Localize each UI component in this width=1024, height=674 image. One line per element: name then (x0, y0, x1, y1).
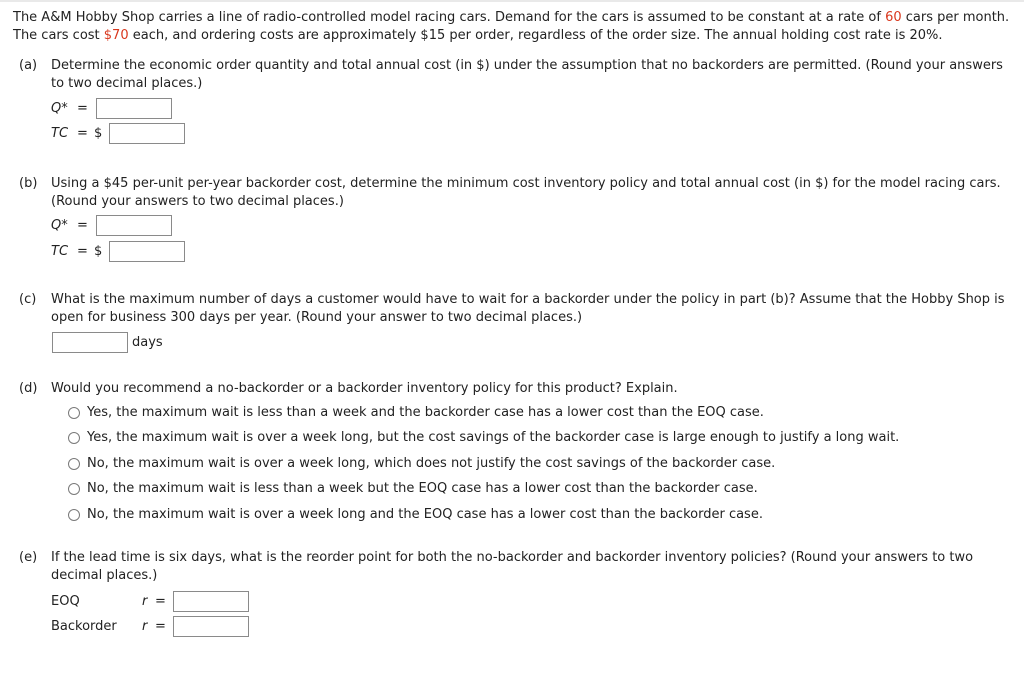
equals-sign: = (77, 126, 88, 141)
part-e-question (19, 549, 1014, 585)
top-divider (0, 0, 1024, 2)
part-c-unit-row (132, 332, 163, 354)
part-c-text: What is the maximum number of days a customer would have to wait for a backorder under the policy in part (b)? Assume that the Hobby Shop is open for business 300 days per year. (Round your answer to two decimal places.) (51, 292, 1005, 325)
part-b-label: (b) (19, 176, 38, 191)
part-a-q-row (51, 98, 88, 120)
equals-sign: = (77, 218, 88, 233)
part-e-eoq-row (51, 591, 166, 613)
radio-button-icon[interactable] (68, 483, 80, 495)
part-d-option-3[interactable] (68, 454, 775, 474)
intro-text-1: The A&M Hobby Shop carries a line of radio-controlled model racing cars. Demand for the cars is assumed to be constant at a rate of (13, 10, 886, 25)
part-e-backorder-input[interactable] (173, 616, 249, 637)
part-a-tc-row (51, 123, 103, 145)
part-d-option-4[interactable] (68, 479, 758, 499)
cost-value: $70 (103, 28, 129, 43)
equals-sign: = (77, 101, 88, 116)
option-label: Yes, the maximum wait is less than a week and the backorder case has a lower cost than the EOQ case. (87, 405, 764, 420)
q-star-label: Q* (51, 101, 68, 116)
part-c-label: (c) (19, 292, 37, 307)
part-b-tc-row (51, 241, 103, 263)
part-d-option-2[interactable] (68, 428, 899, 448)
part-a-label: (a) (19, 58, 38, 73)
days-unit-label: days (132, 335, 163, 350)
equals-sign: = (155, 594, 166, 609)
equals-sign: = (77, 244, 88, 259)
tc-label: TC (51, 244, 69, 259)
part-a-tc-input[interactable] (109, 123, 185, 144)
part-c-question (19, 291, 1014, 327)
q-star-label: Q* (51, 218, 68, 233)
part-d-question (19, 380, 1014, 398)
part-d-text: Would you recommend a no-backorder or a backorder inventory policy for this product? Explain. (51, 381, 678, 396)
option-label: No, the maximum wait is over a week long and the EOQ case has a lower cost than the backorder case. (87, 507, 763, 522)
part-e-text: If the lead time is six days, what is the reorder point for both the no-backorder and backorder inventory policies? (Round your answers to two decimal places.) (51, 550, 974, 583)
demand-value: 60 (885, 10, 902, 25)
part-a-question (19, 57, 1014, 93)
option-label: No, the maximum wait is less than a week but the EOQ case has a lower cost than the backorder case. (87, 481, 758, 496)
part-e-backorder-row (51, 616, 166, 638)
dollar-sign: $ (94, 244, 103, 259)
r-label: r (142, 619, 148, 634)
part-b-q-row (51, 215, 88, 237)
part-d-option-5[interactable] (68, 505, 763, 525)
part-e-label: (e) (19, 550, 38, 565)
radio-button-icon[interactable] (68, 407, 80, 419)
part-d-label: (d) (19, 381, 38, 396)
problem-intro (13, 9, 1013, 45)
option-label: No, the maximum wait is over a week long, which does not justify the cost savings of the backorder case. (87, 456, 776, 471)
part-b-question (19, 175, 1014, 211)
part-a-text: Determine the economic order quantity and total annual cost (in $) under the assumption that no backorders are permitted. (Round your answers to two decimal places.) (51, 58, 1003, 91)
radio-button-icon[interactable] (68, 432, 80, 444)
radio-button-icon[interactable] (68, 509, 80, 521)
part-e-eoq-input[interactable] (173, 591, 249, 612)
dollar-sign: $ (94, 126, 103, 141)
part-d-option-1[interactable] (68, 403, 764, 423)
tc-label: TC (51, 126, 69, 141)
part-b-tc-input[interactable] (109, 241, 185, 262)
intro-text-4: each, and ordering costs are approximately $15 per order, regardless of the order size. The annual holding cost rate is 20%. (128, 28, 943, 43)
eoq-label: EOQ (51, 594, 80, 609)
r-label: r (142, 594, 148, 609)
radio-button-icon[interactable] (68, 458, 80, 470)
part-b-text: Using a $45 per-unit per-year backorder cost, determine the minimum cost inventory policy and total annual cost (in $) for the model racing cars. (Round your answers to two decimal places.) (51, 176, 1001, 209)
option-label: Yes, the maximum wait is over a week long, but the cost savings of the backorder case is large enough to justify a long wait. (87, 430, 900, 445)
equals-sign: = (155, 619, 166, 634)
part-a-q-input[interactable] (96, 98, 172, 119)
intro-text-2: cars per month. (901, 10, 1010, 25)
intro-text-3: The cars cost (13, 28, 104, 43)
backorder-label: Backorder (51, 619, 117, 634)
part-b-q-input[interactable] (96, 215, 172, 236)
part-c-days-input[interactable] (52, 332, 128, 353)
